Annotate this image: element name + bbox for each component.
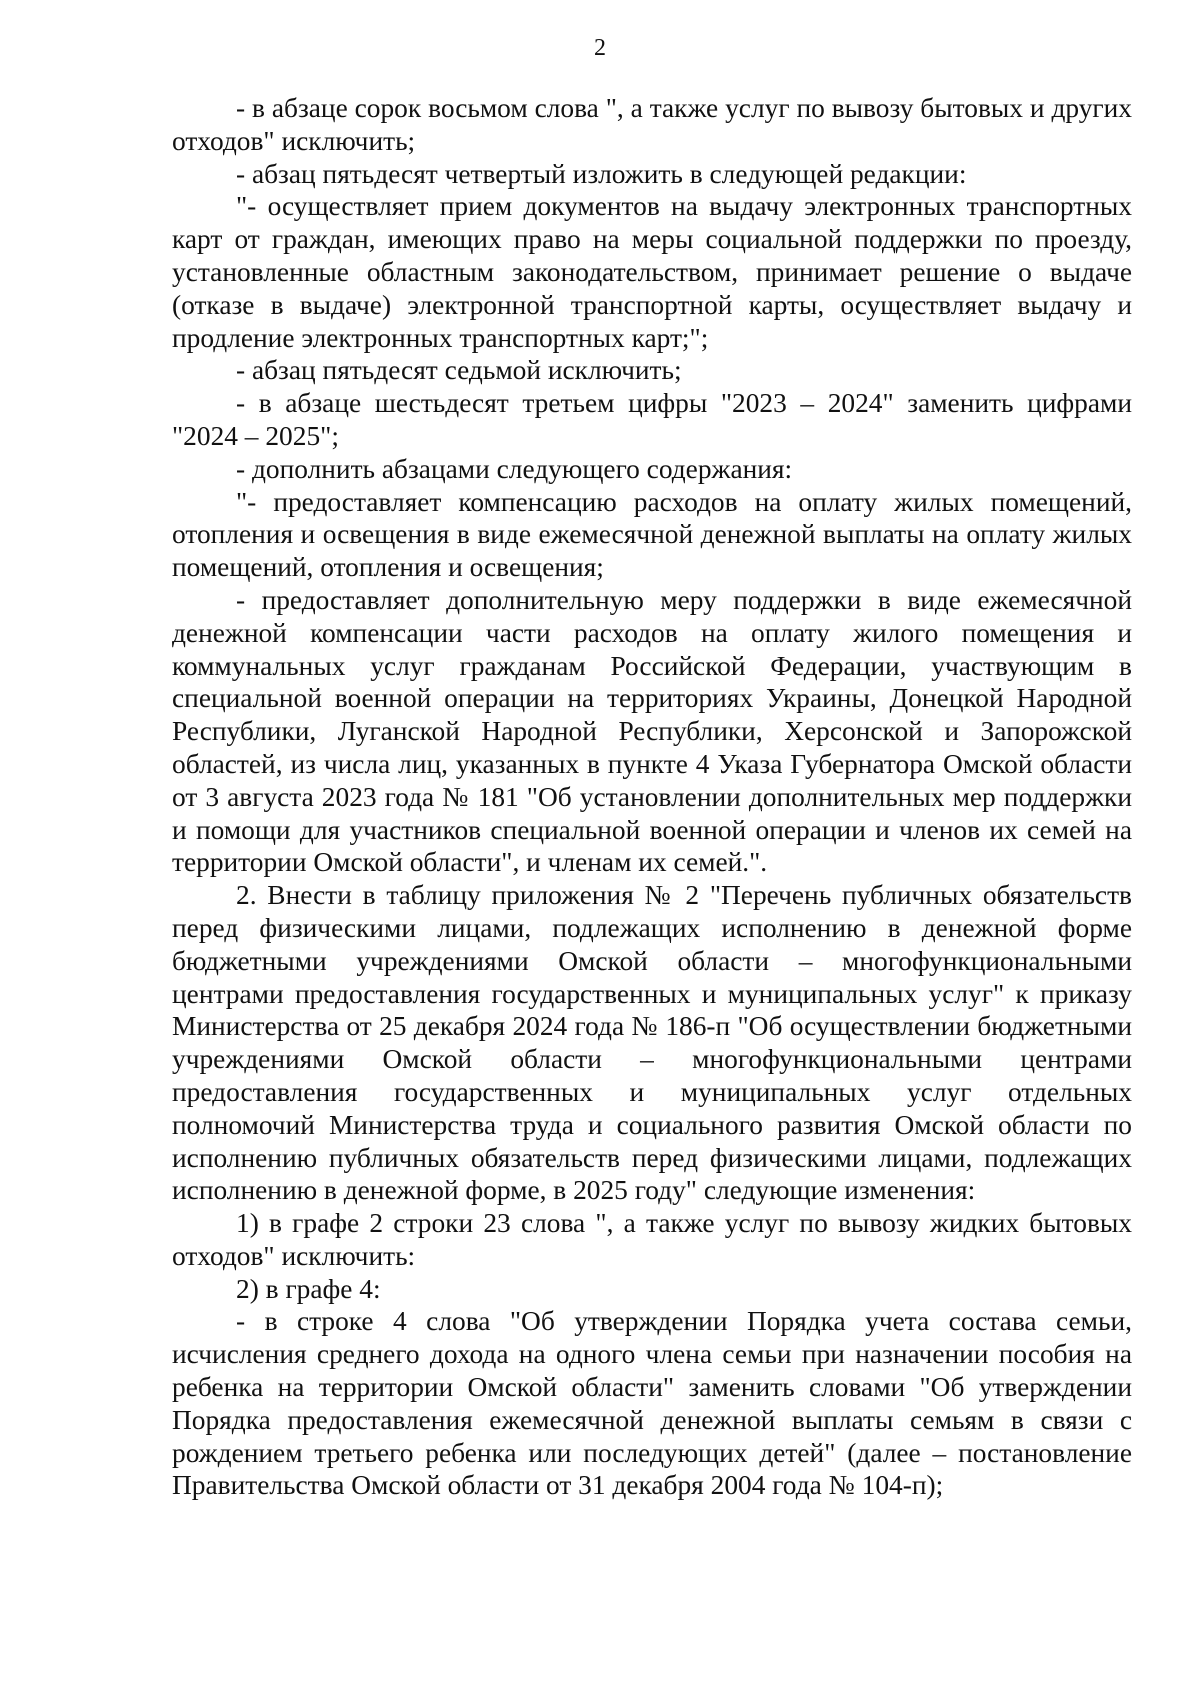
paragraph-8: - предоставляет дополнительную меру поддержки в виде ежемесячной денежной компенсации части расходов на оплату жилого помещения и коммунальных услуг гражданам Российской Федерации, участвующим в специальной военной операции на территориях Украины, Донецкой Народной Республики, Луганской Народной Республики, Херсонской и Запорожской областей, из числа лиц, указанных в пункте 4 Указа Губернатора Омской области от 3 августа 2023 года № 181 "Об установлении дополнительных мер поддержки и помощи для участников специальной военной операции и членов их семей на территории Омской области", и членам их семей.". <box>172 584 1132 878</box>
document-body <box>172 92 1132 1502</box>
paragraph-12: - в строке 4 слова "Об утверждении Порядка учета состава семьи, исчисления среднего дохода на одного члена семьи при назначении пособия на ребенка на территории Омской области" заменить словами "Об утверждении Порядка предоставления ежемесячной денежной выплаты семьям в связи с рождением третьего ребенка или последующих детей" (далее – постановление Правительства Омской области от 31 декабря 2004 года № 104-п); <box>172 1306 1132 1501</box>
paragraph-3: "- осуществляет прием документов на выдачу электронных транспортных карт от граждан, имеющих право на меры социальной поддержки по проезду, установленные областным законодательством, принимает решение о выдаче (отказе в выдаче) электронной транспортной карты, осуществляет выдачу и продление электронных транспортных карт;"; <box>172 191 1132 353</box>
paragraph-9: 2. Внести в таблицу приложения № 2 "Перечень публичных обязательств перед физическими лицами, подлежащих исполнению в денежной форме бюджетными учреждениями Омской области – многофункциональными центрами предоставления государственных и муниципальных услуг" к приказу Министерства от 25 декабря 2024 года № 186-п "Об осуществлении бюджетными учреждениями Омской области – многофункциональными центрами предоставления государственных и муниципальных услуг отдельных полномочий Министерства труда и социального развития Омской области по исполнению публичных обязательств перед физическими лицами, подлежащих исполнению в денежной форме, в 2025 году" следующие изменения: <box>172 880 1132 1206</box>
paragraph-1: - в абзаце сорок восьмом слова ", а также услуг по вывозу бытовых и других отходов" исключить; <box>172 93 1132 156</box>
paragraph-4: - абзац пятьдесят седьмой исключить; <box>236 355 682 386</box>
paragraph-11: 2) в графе 4: <box>236 1273 381 1304</box>
paragraph-2: - абзац пятьдесят четвертый изложить в следующей редакции: <box>236 158 967 189</box>
page-number: 2 <box>594 35 606 61</box>
paragraph-7: "- предоставляет компенсацию расходов на оплату жилых помещений, отопления и освещения в виде ежемесячной денежной выплаты на оплату жилых помещений, отопления и освещения; <box>172 486 1132 583</box>
paragraph-5: - в абзаце шестьдесят третьем цифры "2023 – 2024" заменить цифрами "2024 – 2025"; <box>172 388 1132 451</box>
paragraph-10: 1) в графе 2 строки 23 слова ", а также услуг по вывозу жидких бытовых отходов" исключить: <box>172 1208 1132 1271</box>
paragraph-6: - дополнить абзацами следующего содержания: <box>236 453 793 484</box>
